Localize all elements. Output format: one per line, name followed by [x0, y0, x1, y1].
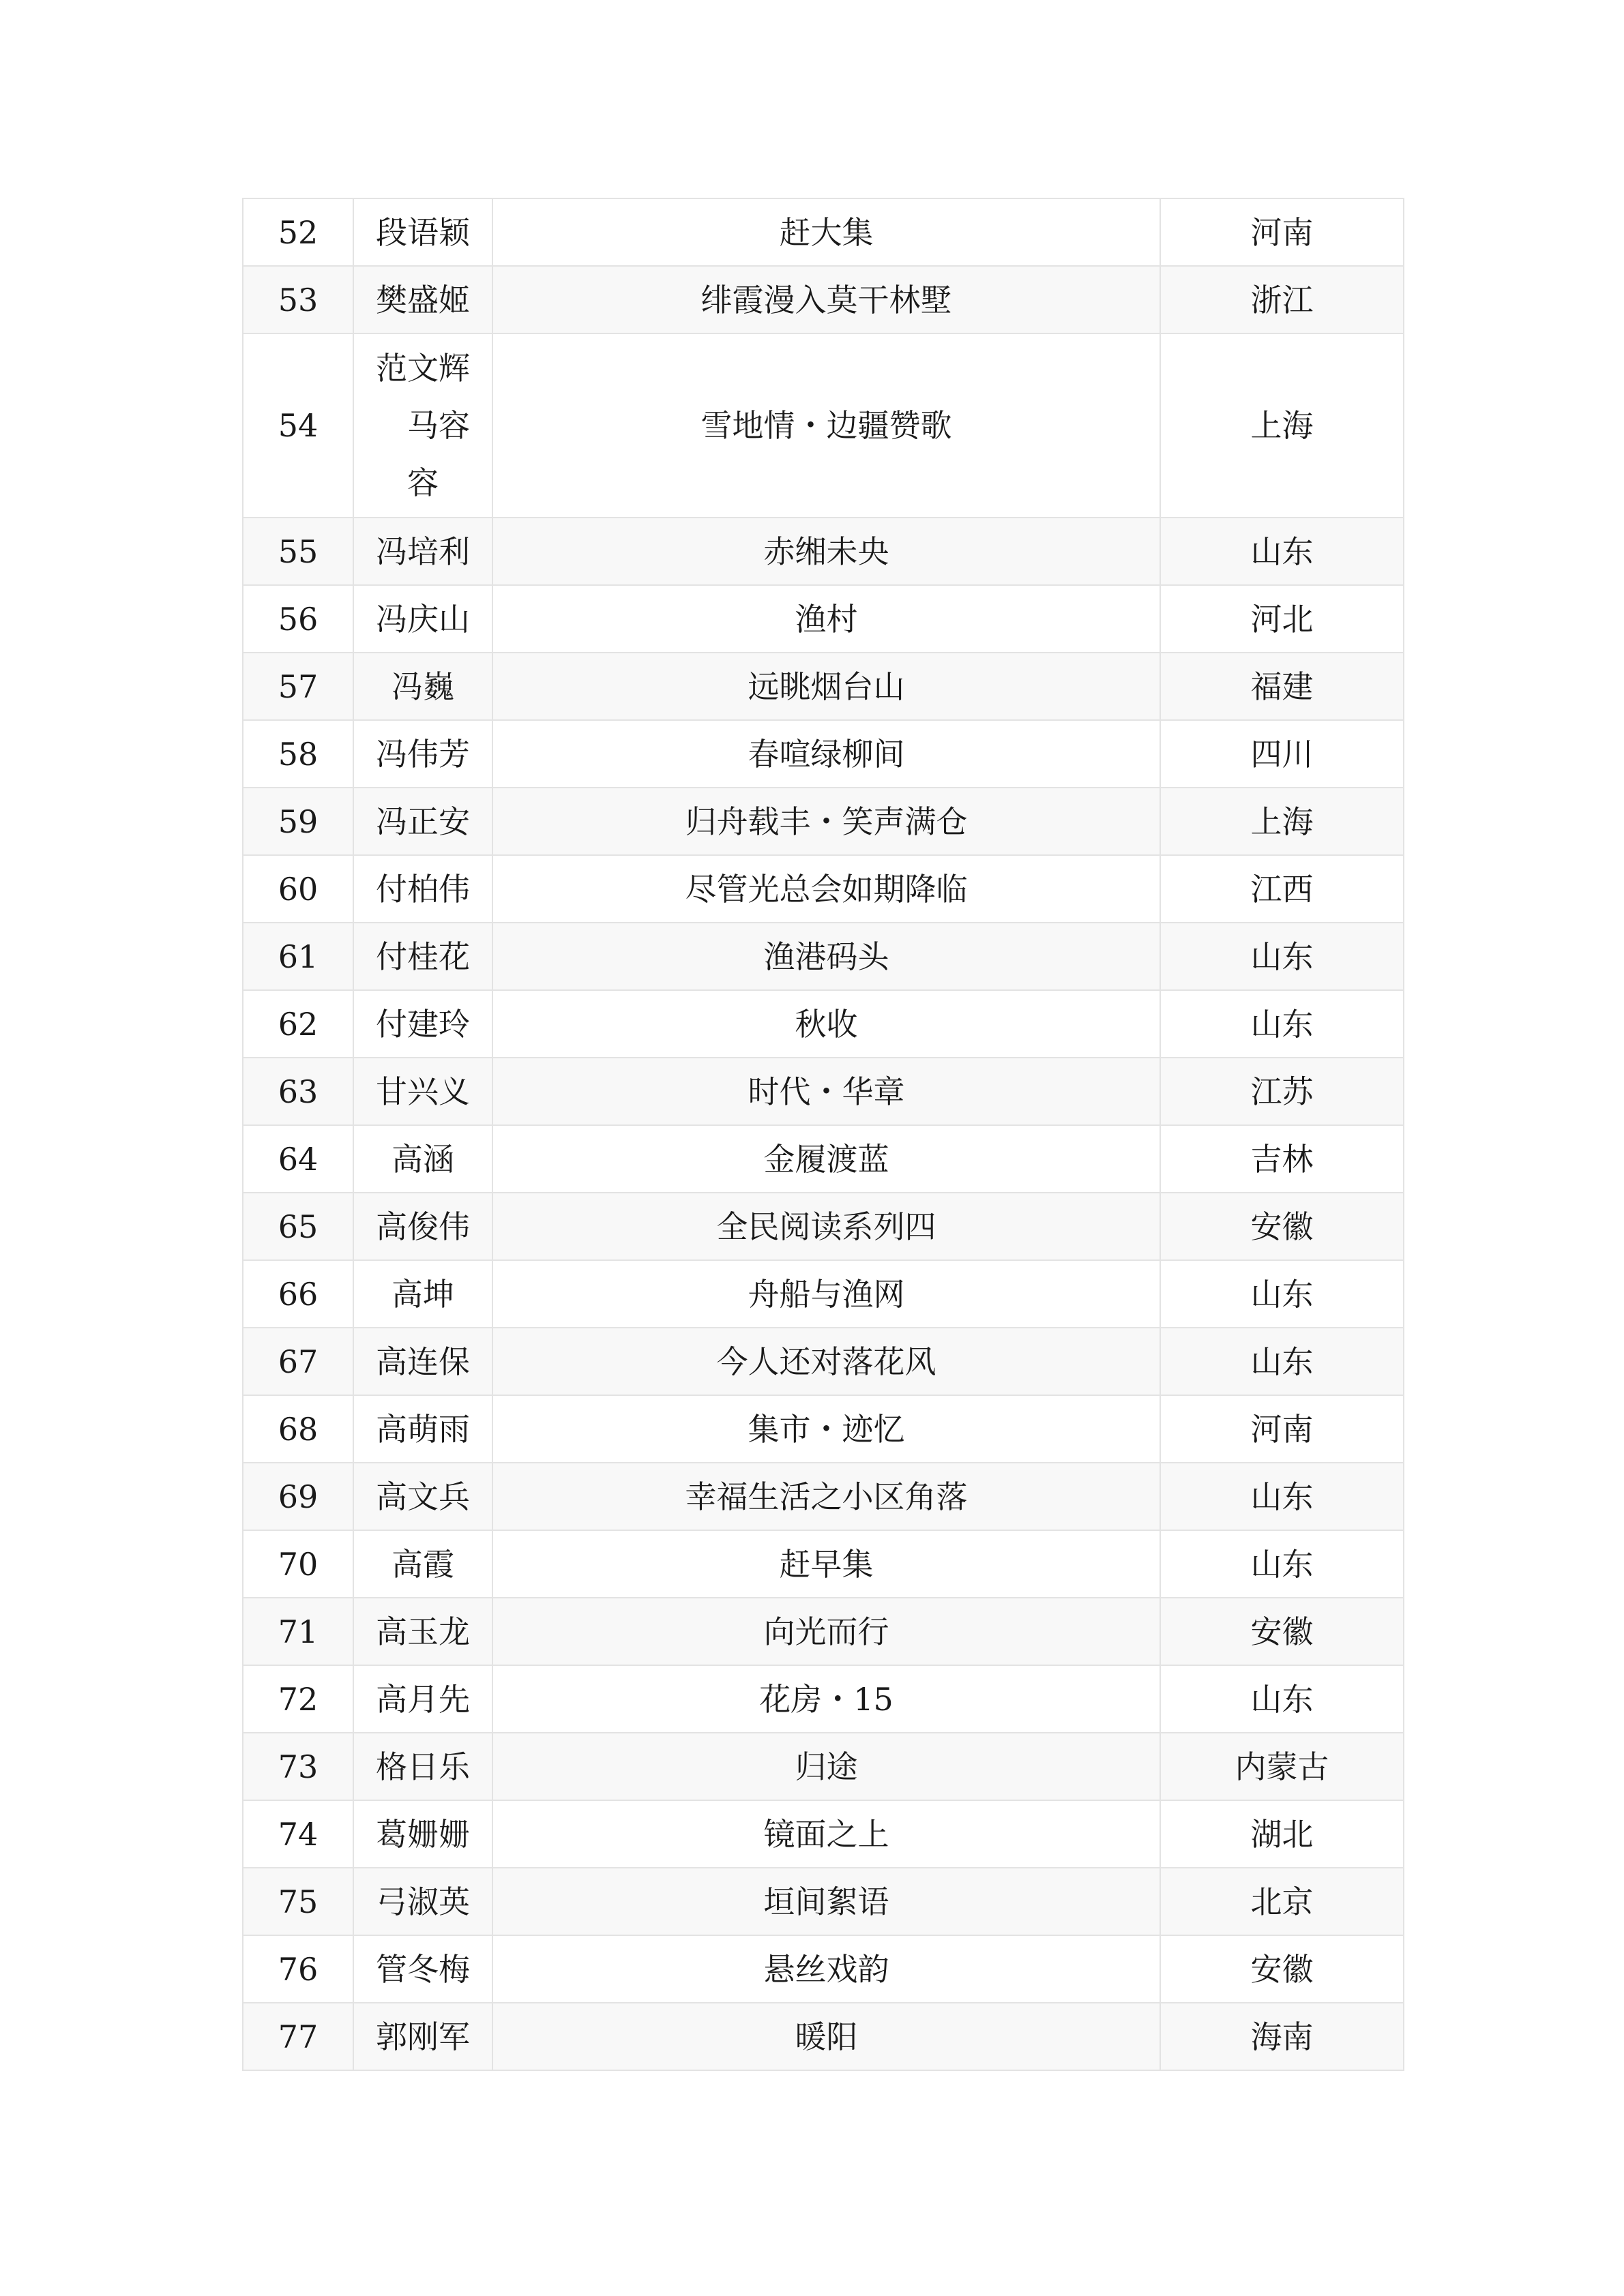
work-title: 渔港码头: [492, 923, 1160, 990]
region: 内蒙古: [1160, 1733, 1404, 1800]
work-title: 暖阳: [492, 2003, 1160, 2070]
entry-number: 54: [243, 333, 353, 518]
author-name: [353, 788, 492, 855]
table-row: [243, 1260, 1404, 1328]
region: 山东: [1160, 990, 1404, 1058]
author-name: [353, 990, 492, 1058]
author-name: [353, 266, 492, 333]
entry-number: 58: [243, 720, 353, 788]
author-name-line: 容: [407, 464, 439, 501]
region: 北京: [1160, 1868, 1404, 1935]
work-title: 春喧绿柳间: [492, 720, 1160, 788]
work-title: 秋收: [492, 990, 1160, 1058]
author-name-line: 高俊伟: [376, 1208, 470, 1245]
work-title: 舟船与渔网: [492, 1260, 1160, 1328]
author-name: [353, 653, 492, 720]
region: 河南: [1160, 1395, 1404, 1463]
author-name-line: 马容: [376, 407, 470, 444]
author-name-line: 高坤: [392, 1275, 454, 1313]
table-row: [243, 855, 1404, 923]
author-name-line: 格日乐: [376, 1748, 470, 1785]
work-title: 渔村: [492, 585, 1160, 653]
author-name-line: 冯伟芳: [376, 735, 470, 773]
entry-number: 57: [243, 653, 353, 720]
entry-number: 60: [243, 855, 353, 923]
region: 山东: [1160, 1260, 1404, 1328]
author-name: [353, 1868, 492, 1935]
author-name: [353, 923, 492, 990]
work-title: 全民阅读系列四: [492, 1193, 1160, 1260]
entry-number: 63: [243, 1058, 353, 1125]
author-name: [353, 1598, 492, 1665]
author-name: [353, 1328, 492, 1395]
work-title: 归舟载丰・笑声满仓: [492, 788, 1160, 855]
region: 海南: [1160, 2003, 1404, 2070]
table-row: [243, 1463, 1404, 1530]
region: 上海: [1160, 788, 1404, 855]
work-title: 时代・华章: [492, 1058, 1160, 1125]
entry-number: 74: [243, 1800, 353, 1868]
region: 福建: [1160, 653, 1404, 720]
author-name-line: 甘兴义: [376, 1073, 470, 1110]
table-row: [243, 266, 1404, 333]
author-name: [353, 855, 492, 923]
author-name: [353, 1125, 492, 1193]
work-title: 雪地情・边疆赞歌: [492, 333, 1160, 518]
region: 山东: [1160, 923, 1404, 990]
region: 吉林: [1160, 1125, 1404, 1193]
author-name: [353, 198, 492, 266]
table-row: [243, 990, 1404, 1058]
entry-number: 77: [243, 2003, 353, 2070]
region: 安徽: [1160, 1193, 1404, 1260]
entry-number: 59: [243, 788, 353, 855]
entry-number: 75: [243, 1868, 353, 1935]
author-name-line: 付建玲: [376, 1005, 470, 1043]
entry-number: 73: [243, 1733, 353, 1800]
entry-number: 55: [243, 518, 353, 585]
work-title: 赤缃未央: [492, 518, 1160, 585]
table-row: [243, 198, 1404, 266]
author-name: [353, 585, 492, 653]
author-name-line: 高涵: [392, 1140, 454, 1178]
table-row: [243, 1598, 1404, 1665]
author-name-line: 樊盛姬: [376, 281, 470, 318]
region: 河南: [1160, 198, 1404, 266]
table-row: [243, 333, 1404, 518]
table-row: [243, 585, 1404, 653]
author-name: [353, 1733, 492, 1800]
work-title: 向光而行: [492, 1598, 1160, 1665]
table-row: [243, 923, 1404, 990]
entry-number: 52: [243, 198, 353, 266]
table-row: [243, 653, 1404, 720]
work-title: 悬丝戏韵: [492, 1935, 1160, 2003]
region: 湖北: [1160, 1800, 1404, 1868]
table-row: [243, 1800, 1404, 1868]
work-title: 绯霞漫入莫干林墅: [492, 266, 1160, 333]
entries-table-body: [243, 198, 1404, 2070]
table-row: [243, 1125, 1404, 1193]
entry-number: 76: [243, 1935, 353, 2003]
author-name: [353, 1395, 492, 1463]
table-row: [243, 1935, 1404, 2003]
table-row: [243, 518, 1404, 585]
region: 安徽: [1160, 1598, 1404, 1665]
author-name: [353, 2003, 492, 2070]
region: 山东: [1160, 1530, 1404, 1598]
region: 安徽: [1160, 1935, 1404, 2003]
author-name-line: 冯庆山: [376, 600, 470, 638]
entry-number: 70: [243, 1530, 353, 1598]
region: 山东: [1160, 1463, 1404, 1530]
table-row: [243, 1193, 1404, 1260]
author-name-line: 弓淑英: [376, 1883, 470, 1920]
entries-table: [242, 198, 1404, 2071]
table-row: [243, 720, 1404, 788]
author-name: [353, 1800, 492, 1868]
author-name-line: 高霞: [392, 1545, 454, 1583]
work-title: 远眺烟台山: [492, 653, 1160, 720]
entry-number: 71: [243, 1598, 353, 1665]
entry-number: 65: [243, 1193, 353, 1260]
region: 山东: [1160, 518, 1404, 585]
entry-number: 66: [243, 1260, 353, 1328]
table-row: [243, 1395, 1404, 1463]
author-name: [353, 333, 492, 518]
table-row: [243, 1665, 1404, 1733]
author-name: [353, 1193, 492, 1260]
region: 河北: [1160, 585, 1404, 653]
author-name-line: 高连保: [376, 1343, 470, 1380]
entry-number: 67: [243, 1328, 353, 1395]
work-title: 今人还对落花风: [492, 1328, 1160, 1395]
author-name: [353, 1058, 492, 1125]
author-name-line: 付柏伟: [376, 870, 470, 908]
table-row: [243, 1733, 1404, 1800]
work-title: 镜面之上: [492, 1800, 1160, 1868]
entry-number: 61: [243, 923, 353, 990]
author-name-line: 郭刚军: [376, 2018, 470, 2055]
table-row: [243, 1328, 1404, 1395]
entry-number: 62: [243, 990, 353, 1058]
work-title: 赶早集: [492, 1530, 1160, 1598]
work-title: 花房・15: [492, 1665, 1160, 1733]
entry-number: 69: [243, 1463, 353, 1530]
work-title: 尽管光总会如期降临: [492, 855, 1160, 923]
table-row: [243, 1868, 1404, 1935]
region: 四川: [1160, 720, 1404, 788]
work-title: 归途: [492, 1733, 1160, 1800]
region: 浙江: [1160, 266, 1404, 333]
work-title: 金履渡蓝: [492, 1125, 1160, 1193]
table-row: [243, 788, 1404, 855]
entry-number: 68: [243, 1395, 353, 1463]
author-name-line: 高月先: [376, 1680, 470, 1718]
author-name: [353, 1665, 492, 1733]
region: 山东: [1160, 1665, 1404, 1733]
entry-number: 72: [243, 1665, 353, 1733]
author-name-line: 冯培利: [376, 533, 470, 570]
entry-number: 56: [243, 585, 353, 653]
author-name-line: 高玉龙: [376, 1613, 470, 1650]
author-name: [353, 720, 492, 788]
author-name-line: 付桂花: [376, 938, 470, 975]
author-name-line: 高文兵: [376, 1478, 470, 1515]
entry-number: 64: [243, 1125, 353, 1193]
author-name: [353, 1463, 492, 1530]
work-title: 集市・迹忆: [492, 1395, 1160, 1463]
author-name-line: 段语颖: [376, 213, 470, 251]
work-title: 赶大集: [492, 198, 1160, 266]
table-row: [243, 1058, 1404, 1125]
author-name: [353, 518, 492, 585]
author-name: [353, 1530, 492, 1598]
author-name: [353, 1260, 492, 1328]
author-name-line: 高萌雨: [376, 1410, 470, 1448]
region: 江西: [1160, 855, 1404, 923]
author-name-line: 范文辉: [376, 350, 470, 387]
author-name-line: 冯正安: [376, 803, 470, 840]
author-name: [353, 1935, 492, 2003]
author-name-line: 葛姗姗: [376, 1815, 470, 1853]
region: 上海: [1160, 333, 1404, 518]
table-row: [243, 1530, 1404, 1598]
region: 江苏: [1160, 1058, 1404, 1125]
region: 山东: [1160, 1328, 1404, 1395]
author-name-line: 冯巍: [392, 668, 454, 705]
entry-number: 53: [243, 266, 353, 333]
author-name-line: 管冬梅: [376, 1950, 470, 1988]
work-title: 幸福生活之小区角落: [492, 1463, 1160, 1530]
table-row: [243, 2003, 1404, 2070]
work-title: 垣间絮语: [492, 1868, 1160, 1935]
